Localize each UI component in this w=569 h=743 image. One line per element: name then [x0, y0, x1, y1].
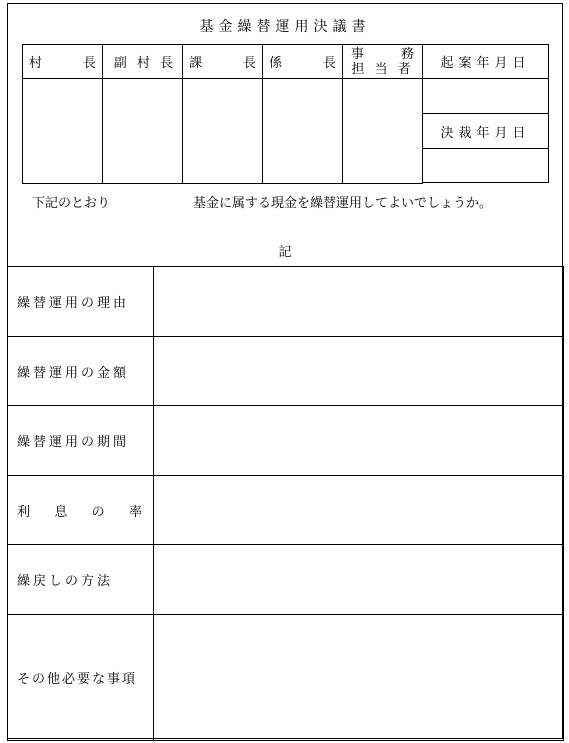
- approval-table: [22, 44, 549, 184]
- header-clerk: 事 務 担 当 者: [343, 45, 423, 79]
- items-table: [7, 266, 564, 741]
- table-row: [8, 476, 564, 545]
- ki-mark: 記: [278, 245, 292, 260]
- table-row: [8, 267, 564, 337]
- value-repayment[interactable]: [154, 545, 564, 615]
- label-repayment: 繰戻しの方法: [8, 545, 154, 615]
- stamp-section-chief[interactable]: [183, 79, 263, 184]
- note-right: 基金に属する現金を繰替運用してよいでしょうか。: [193, 196, 493, 211]
- header-section-chief: 課 長: [183, 45, 263, 79]
- stamp-subsection-chief[interactable]: [263, 79, 343, 184]
- value-amount[interactable]: [154, 337, 564, 406]
- label-amount: 繰替運用の金額: [8, 337, 154, 406]
- stamp-clerk[interactable]: [343, 79, 423, 184]
- header-draft-date: 起案年月日: [423, 45, 549, 79]
- table-row: [8, 615, 564, 741]
- table-row: [8, 406, 564, 476]
- value-period[interactable]: [154, 406, 564, 476]
- note-left: 下記のとおり: [32, 196, 111, 211]
- header-village-head: 村 長: [23, 45, 103, 79]
- header-deputy-head: 副 村 長: [103, 45, 183, 79]
- form-title: 基金繰替運用決議書: [199, 19, 371, 35]
- decision-form: [7, 3, 563, 739]
- decision-date-value[interactable]: [423, 149, 549, 183]
- label-other: その他必要な事項: [8, 615, 154, 741]
- header-decision-date: 決裁年月日: [423, 114, 549, 149]
- value-other[interactable]: [154, 615, 564, 741]
- value-interest[interactable]: [154, 476, 564, 545]
- label-interest: 利 息 の 率: [8, 476, 154, 545]
- table-row: [8, 545, 564, 615]
- label-period: 繰替運用の期間: [8, 406, 154, 476]
- header-subsection-chief: 係 長: [263, 45, 343, 79]
- table-row: [8, 337, 564, 406]
- label-reason: 繰替運用の理由: [8, 267, 154, 337]
- stamp-deputy-head[interactable]: [103, 79, 183, 184]
- stamp-village-head[interactable]: [23, 79, 103, 184]
- draft-date-value[interactable]: [423, 79, 549, 114]
- value-reason[interactable]: [154, 267, 564, 337]
